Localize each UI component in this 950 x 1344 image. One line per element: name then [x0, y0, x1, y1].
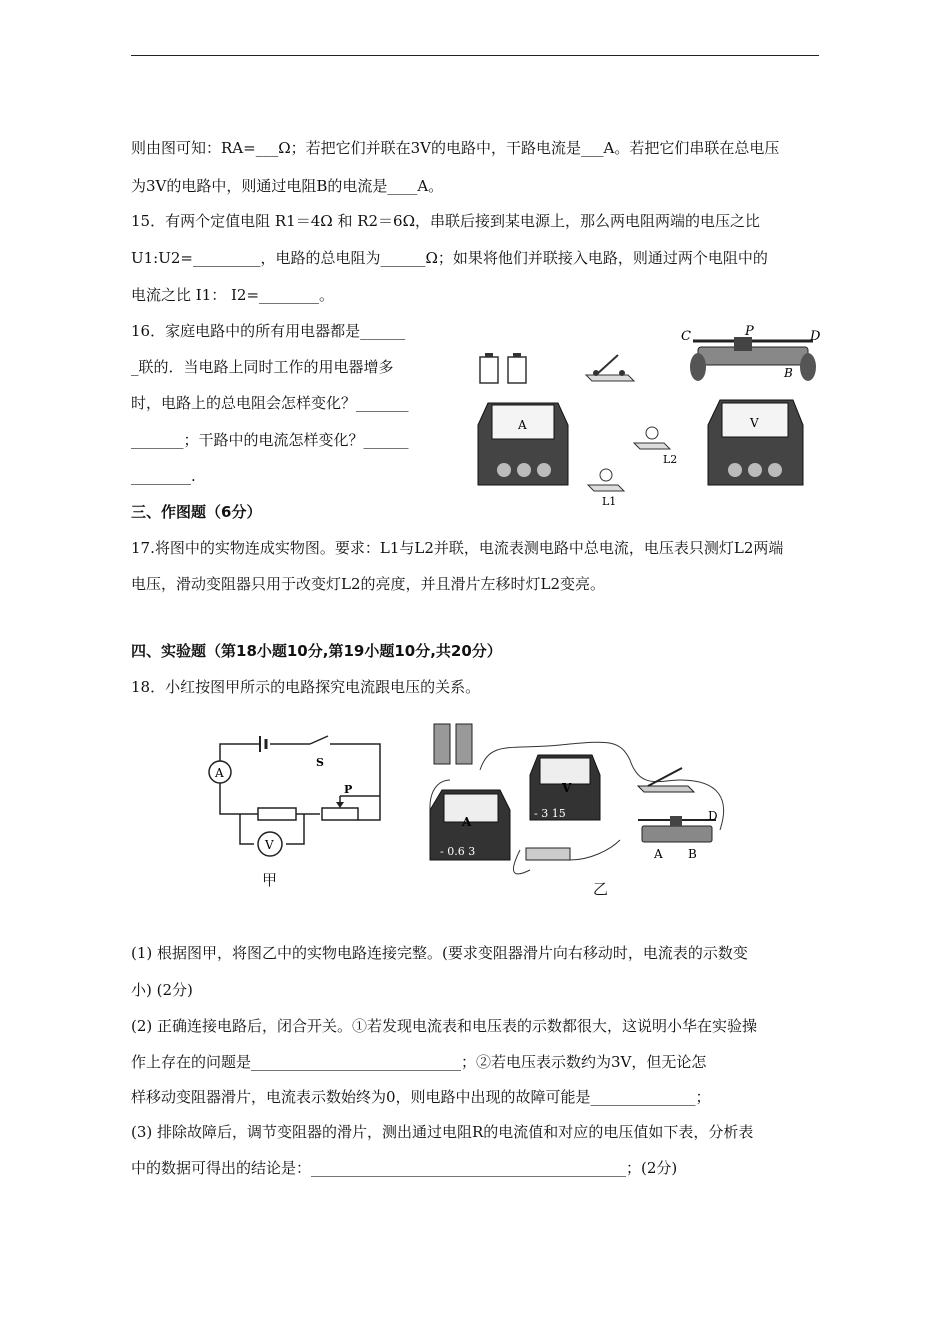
- a-label: A: [215, 766, 224, 780]
- q18-line: 小) (2分): [131, 981, 193, 999]
- resistor-symbol: [258, 808, 296, 820]
- q17-line: 17.将图中的实物连成实物图。要求：L1与L2并联，电流表测电路中总电流，电压表只测灯L2两端: [131, 539, 784, 557]
- ammeter-scale: 3 0.6 +: [483, 488, 528, 502]
- text-line: 为3V的电路中，则通过电阻B的电流是____A。: [131, 177, 444, 195]
- rheostat-icon: [638, 816, 716, 842]
- s-label: S: [316, 756, 324, 769]
- battery-icon: [508, 357, 526, 383]
- battery-icon: [434, 724, 450, 764]
- header-rule: [131, 55, 819, 56]
- q18-line: (3) 排除故障后，调节变阻器的滑片，测出通过电阻R的电流值和对应的电压值如下表，分析表: [131, 1123, 754, 1141]
- q18-line: (2) 正确连接电路后，闭合开关。①若发现电流表和电压表的示数都很大，这说明小华在实验操: [131, 1017, 758, 1035]
- q16-apparatus-figure: [458, 325, 828, 505]
- battery-icon: [480, 357, 498, 383]
- caption-jia: 甲: [262, 871, 278, 889]
- circuit-photo-yi: [420, 720, 740, 880]
- resistor-icon: [526, 848, 570, 860]
- ammeter-icon: [478, 403, 568, 485]
- label-c: C: [681, 329, 691, 344]
- label-d: D: [810, 329, 821, 344]
- ammeter-label: A: [518, 418, 527, 432]
- q17-line: 电压，滑动变阻器只用于改变灯L2的亮度，并且滑片左移时灯L2变亮。: [131, 575, 606, 593]
- rheostat-symbol: [322, 808, 358, 820]
- q18-intro: 18．小红按图甲所示的电路探究电流跟电压的关系。: [131, 678, 481, 696]
- label-p: P: [745, 325, 754, 339]
- label-l1: L1: [602, 495, 617, 505]
- q18-line: 中的数据可得出的结论是：__________________________________________；(2分): [131, 1159, 678, 1177]
- caption-yi: 乙: [593, 880, 609, 898]
- p-label: P: [344, 783, 353, 796]
- battery-icon: [456, 724, 472, 764]
- ammeter-label: A: [462, 815, 472, 829]
- label-a: A: [706, 366, 715, 380]
- voltmeter-label: V: [562, 781, 572, 795]
- text-line: 15．有两个定值电阻 R1＝4Ω 和 R2＝6Ω，串联后接到某电源上，那么两电阻两端的电压之比: [131, 212, 761, 230]
- voltmeter-icon: [708, 400, 803, 485]
- section-4-heading: 四、实验题（第18小题10分,第19小题10分,共20分）: [131, 642, 502, 660]
- voltmeter-scale: - 3 15: [534, 807, 566, 820]
- label-a: A: [654, 847, 663, 861]
- label-l2: L2: [663, 453, 678, 466]
- q18-line: 样移动变阻器滑片，电流表示数始终为0，则电路中出现的故障可能是______________；: [131, 1088, 711, 1106]
- voltmeter-scale: 15 3 +: [714, 488, 755, 502]
- bulb-icon: [588, 469, 624, 491]
- bulb-icon: [634, 427, 670, 449]
- text-line: _联的．当电路上同时工作的用电器增多: [131, 358, 394, 376]
- label-d: D: [708, 809, 718, 823]
- circuit-diagram-jia: [200, 730, 400, 860]
- text-line: 时，电路上的总电阻会怎样变化？_______: [131, 394, 409, 412]
- v-label: V: [265, 838, 274, 852]
- q18-line: (1) 根据图甲，将图乙中的实物电路连接完整。(要求变阻器滑片向右移动时，电流表的示数变: [131, 944, 748, 962]
- section-3-heading: 三、作图题（6分）: [131, 503, 262, 521]
- text-line: _______；干路中的电流怎样变化？______: [131, 431, 409, 449]
- text-line: 电流之比 I1： I2=________。: [131, 286, 335, 304]
- label-b: B: [688, 847, 697, 861]
- text-line: U1:U2=_________，电路的总电阻为______Ω；如果将他们并联接入电路，则通过两个电阻中的: [131, 249, 768, 267]
- ammeter-scale: - 0.6 3: [440, 845, 476, 858]
- text-line: 16．家庭电路中的所有用电器都是______: [131, 322, 406, 340]
- q18-line: 作上存在的问题是____________________________；②若电压表示数约为3V，但无论怎: [131, 1053, 707, 1071]
- text-line: ________.: [131, 467, 196, 485]
- label-b: B: [784, 366, 793, 380]
- text-line: 则由图可知：RA=___Ω；若把它们并联在3V的电路中，干路电流是___A。若把它们串联在总电压: [131, 139, 780, 157]
- voltmeter-label: V: [750, 416, 759, 430]
